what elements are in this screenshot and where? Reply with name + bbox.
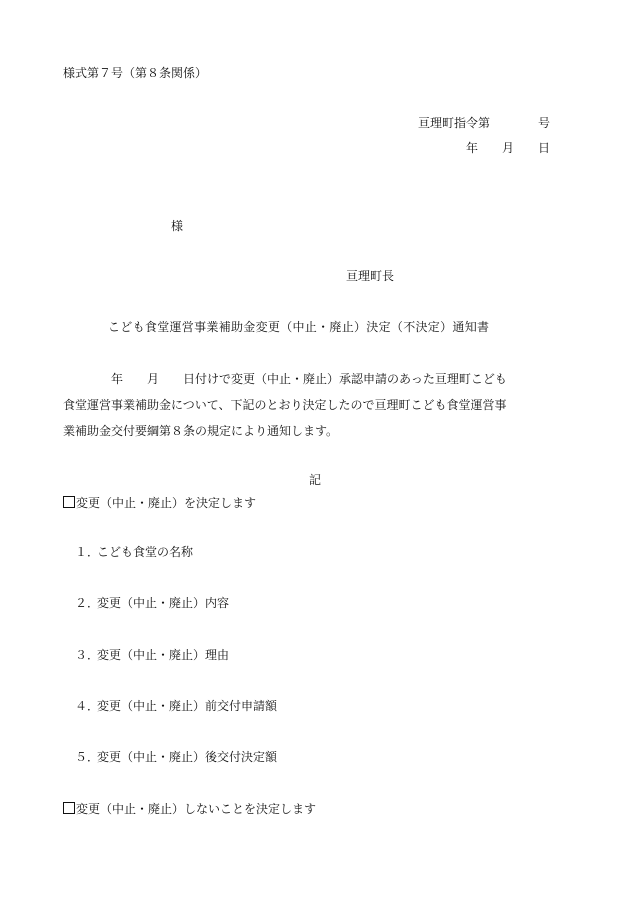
body-paragraph: [63, 366, 565, 444]
option-decide-label: 変更（中止・廃止）を決定します: [76, 496, 257, 510]
list-item: [75, 597, 229, 609]
item-number: １．: [75, 545, 100, 559]
document-title: こども食堂運営事業補助金変更（中止・廃止）決定（不決定）通知書: [108, 320, 490, 334]
body-line-3: 業補助金交付要綱第８条の規定により通知します。: [63, 424, 339, 438]
checkbox-icon[interactable]: [63, 496, 75, 508]
list-item: [75, 546, 193, 558]
form-number: 様式第７号（第８条関係）: [63, 66, 208, 80]
document-number: 亘理町指令第 号: [417, 116, 550, 130]
list-item: [75, 700, 277, 712]
item-number: ５．: [75, 750, 100, 764]
recipient-honorific: 様: [171, 219, 184, 233]
checkbox-icon[interactable]: [63, 802, 75, 814]
item-number: ３．: [75, 648, 100, 662]
list-item: [75, 751, 277, 763]
ki-heading: 記: [309, 473, 322, 487]
item-label: 変更（中止・廃止）内容: [97, 596, 230, 610]
item-label: こども食堂の名称: [97, 545, 194, 559]
option-not-decide-label: 変更（中止・廃止）しないことを決定します: [76, 802, 317, 816]
item-number: ２．: [75, 596, 100, 610]
option-decide[interactable]: [63, 496, 256, 509]
list-item: [75, 649, 229, 661]
document-date: 年 月 日: [465, 141, 550, 155]
body-line-1: 年 月 日付けで変更（中止・廃止）承認申請のあった亘理町こども: [63, 372, 507, 386]
option-not-decide[interactable]: [63, 802, 316, 815]
item-number: ４．: [75, 699, 100, 713]
item-label: 変更（中止・廃止）後交付決定額: [97, 750, 278, 764]
sender-name: 亘理町長: [346, 269, 395, 283]
item-label: 変更（中止・廃止）前交付申請額: [97, 699, 278, 713]
body-line-2: 食堂運営事業補助金について、下記のとおり決定したので亘理町こども食堂運営事: [63, 398, 507, 412]
item-label: 変更（中止・廃止）理由: [97, 648, 230, 662]
